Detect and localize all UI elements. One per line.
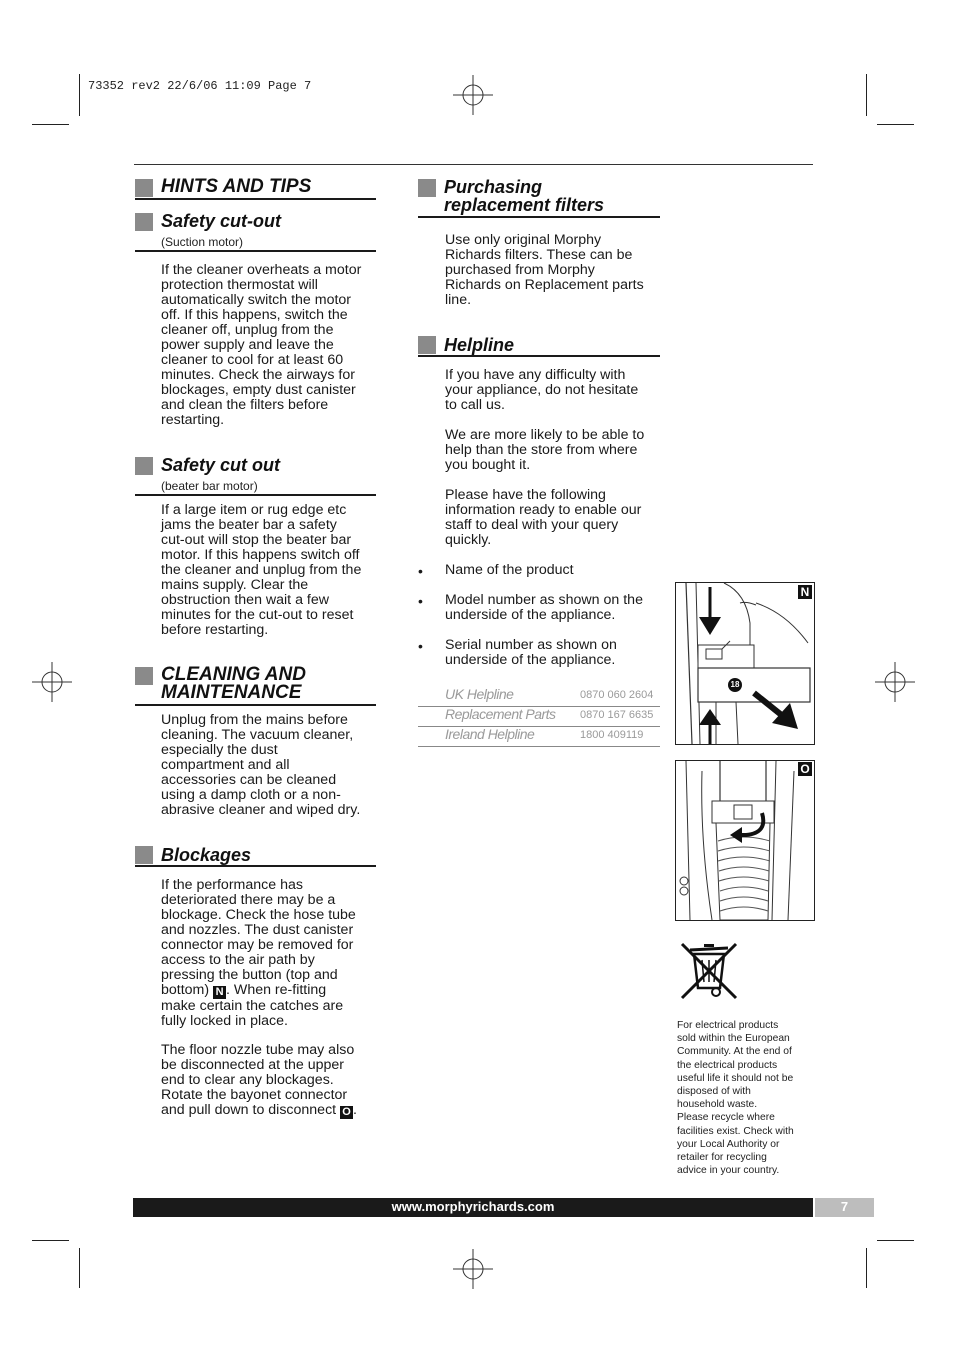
figure-ref-n: N <box>213 986 226 999</box>
blockages-text: . When re-fitting make certain the catches are fully locked in place. <box>161 982 344 1029</box>
registration-mark-icon <box>453 1249 493 1289</box>
list-item: Serial number as shown on underside of the appliance. <box>445 637 617 668</box>
helpline-row-ireland <box>418 726 660 747</box>
section-subtitle: (beater bar motor) <box>161 479 258 493</box>
list-item: Model number as shown on the underside of the appliance. <box>445 592 643 623</box>
section-heading-safety-cutout <box>135 212 376 252</box>
crop-mark <box>877 124 914 125</box>
heading-square-icon <box>135 457 153 475</box>
helpline-label: Replacement Parts <box>445 706 556 722</box>
helpline-row-parts <box>418 706 660 727</box>
helpline-para-1: If you have any difficulty with your appliance, do not hesitate to call us. <box>445 367 639 413</box>
page-number: 7 <box>840 1199 849 1214</box>
footer-website-link[interactable]: www.morphyrichards.com <box>391 1199 555 1214</box>
bullet-icon: • <box>418 638 423 654</box>
floor-nozzle-tube-illustration <box>676 761 814 920</box>
figure-label-o: O <box>798 762 812 776</box>
crop-mark <box>79 74 80 116</box>
helpline-para-2: We are more likely to be able to help than the store from where you bought it. <box>445 427 645 473</box>
helpline-number: 0870 060 2604 <box>580 689 654 701</box>
heading-square-icon <box>418 336 436 354</box>
weee-crossed-bin-icon <box>678 940 738 1002</box>
cleaning-body: Unplug from the mains before cleaning. The vacuum cleaner, especially the dust compartment and all accessories can be cleaned using a damp cloth or a non- abrasive cleaner and wiped dry. <box>161 712 361 818</box>
crop-mark <box>32 124 69 125</box>
section-title-line2: MAINTENANCE <box>161 682 302 703</box>
section-heading-blockages <box>135 846 376 867</box>
bullet-icon: • <box>418 563 423 579</box>
figure-label-n: N <box>798 585 812 599</box>
figure-ref-o: O <box>340 1106 353 1119</box>
section-title-line1: Purchasing <box>444 177 543 197</box>
blockages-text: The floor nozzle tube may also be disconnected at the upper end to clear any blockages. Rotate the bayonet connector and pull down to disconnect <box>161 1042 355 1118</box>
weee-disposal-note: For electrical products sold within the European Community. At the end of the electrical products useful life it should not be disposed of with household waste. Please recycle where facilities exist. Check with your Local Authority or retailer for recycling advice in your country. <box>677 1020 794 1177</box>
crop-mark <box>79 1248 80 1288</box>
section-heading-cleaning <box>135 666 376 706</box>
top-rule <box>134 164 813 165</box>
blockages-body-1 <box>161 878 381 1029</box>
page-title: HINTS AND TIPS <box>161 176 312 197</box>
print-slug: 73352 rev2 22/6/06 11:09 Page 7 <box>88 79 312 93</box>
section-heading-purchasing <box>418 178 660 218</box>
heading-square-icon <box>418 179 436 197</box>
heading-square-icon <box>135 667 153 685</box>
crop-mark <box>877 1240 914 1241</box>
blockages-body-2 <box>161 1043 381 1119</box>
helpline-para-3: Please have the following information ready to enable our staff to deal with your query quickly. <box>445 487 642 548</box>
section-title-line2: replacement filters <box>444 195 605 215</box>
heading-square-icon <box>135 179 153 197</box>
figure-o-floor-nozzle-tube <box>675 760 815 921</box>
blockages-text: If the performance has deteriorated there may be a blockage. Check the hose tube and nozzles. The dust canister connector may be removed for access to the air path by pressing the button (top and bottom) <box>161 877 356 998</box>
purchasing-body: Use only original Morphy Richards filters. These can be purchased from Morphy Richards on Replacement parts line. <box>445 232 644 308</box>
registration-mark-icon <box>32 662 72 702</box>
blockages-text: . <box>353 1102 357 1118</box>
crop-mark <box>32 1240 69 1241</box>
section-title: Safety cut-out <box>161 211 282 231</box>
canister-connector-illustration <box>676 583 814 744</box>
heading-square-icon <box>135 213 153 231</box>
section-subtitle: (Suction motor) <box>161 235 244 249</box>
callout-number-badge: 18 <box>728 678 742 692</box>
section-title-line1: CLEANING AND <box>161 664 306 685</box>
helpline-label: Ireland Helpline <box>445 726 535 742</box>
helpline-number: 0870 167 6635 <box>580 709 654 721</box>
registration-mark-icon <box>875 662 915 702</box>
figure-n-canister-connector <box>675 582 815 745</box>
registration-mark-icon <box>453 75 493 115</box>
section-heading-hints <box>135 178 376 200</box>
safety-cut-out-body: If a large item or rug edge etc jams the beater bar a safety cut-out will stop the beater bar motor. If this happens switch off the cleaner and unplug from the mains supply. Clear the obstruction then wait a few minutes for the cut-out to reset before restarting. <box>161 502 362 638</box>
crop-mark <box>866 74 867 116</box>
section-heading-safety-cut-out-beater <box>135 456 376 496</box>
helpline-label: UK Helpline <box>445 686 514 702</box>
helpline-number: 1800 409119 <box>580 729 644 741</box>
section-title: Blockages <box>161 845 252 865</box>
list-item: Name of the product <box>445 562 574 578</box>
section-title: Safety cut out <box>161 455 281 475</box>
bullet-icon: • <box>418 593 423 609</box>
safety-cutout-body: If the cleaner overheats a motor protection thermostat will automatically switch the motor off. If this happens, switch the cleaner off, unplug from the power supply and leave the cleaner to cool for at least 60 minutes. Check the airways for blockages, empty dust canister and clean the filters before restarting. <box>161 262 362 428</box>
crop-mark <box>866 1248 867 1288</box>
helpline-row-uk <box>418 686 660 707</box>
section-title: Helpline <box>444 335 515 355</box>
section-heading-helpline <box>418 336 660 357</box>
heading-square-icon <box>135 846 153 864</box>
